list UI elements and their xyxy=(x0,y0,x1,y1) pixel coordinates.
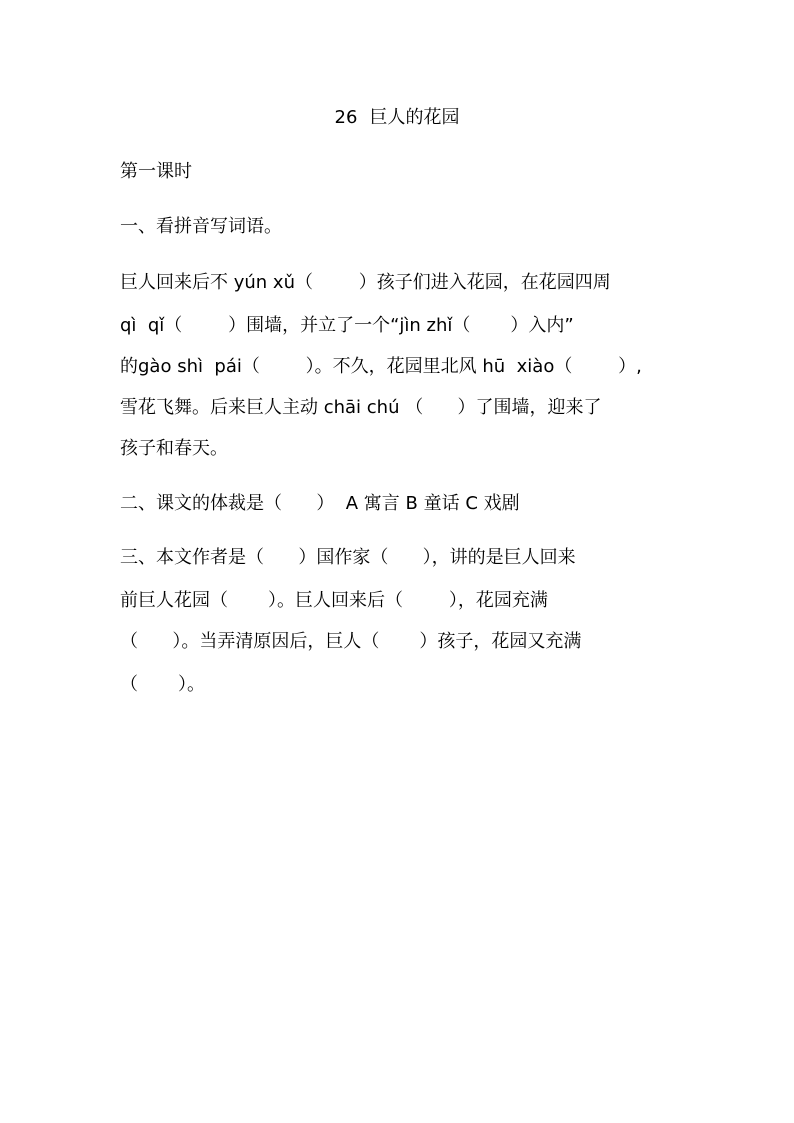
section3-line-4: （ ）。 xyxy=(120,674,206,695)
section1-line-2: qì qǐ（ ）围墙，并立了一个“jìn zhǐ（ ）入内” xyxy=(120,315,574,336)
section1-line-5: 孩子和春天。 xyxy=(120,438,228,459)
section1-line-4: 雪花飞舞。后来巨人主动 chāi chú （ ）了围墙，迎来了 xyxy=(120,397,602,418)
lesson-title: 巨人的花园 xyxy=(369,107,460,128)
section1-line-1: 巨人回来后不 yún xǔ（ ）孩子们进入花园，在花园四周 xyxy=(120,272,611,293)
section3-line-2: 前巨人花园（ ）。巨人回来后（ ），花园充满 xyxy=(120,590,548,611)
lesson-number: 26 xyxy=(334,107,358,128)
section3-line-3: （ ）。当弄清原因后，巨人（ ）孩子，花园又充满 xyxy=(120,631,582,652)
section1-heading: 一、看拼音写词语。 xyxy=(120,216,282,237)
lesson-period-label: 第一课时 xyxy=(120,161,192,182)
section2-question: 二、课文的体裁是（ ） A 寓言 B 童话 C 戏剧 xyxy=(120,493,520,514)
section1-line-3: 的gào shì pái（ ）。不久，花园里北风 hū xiào（ ）, xyxy=(120,356,642,377)
page-title xyxy=(0,106,794,130)
section3-line-1: 三、本文作者是（ ）国作家（ ），讲的是巨人回来 xyxy=(120,547,576,568)
